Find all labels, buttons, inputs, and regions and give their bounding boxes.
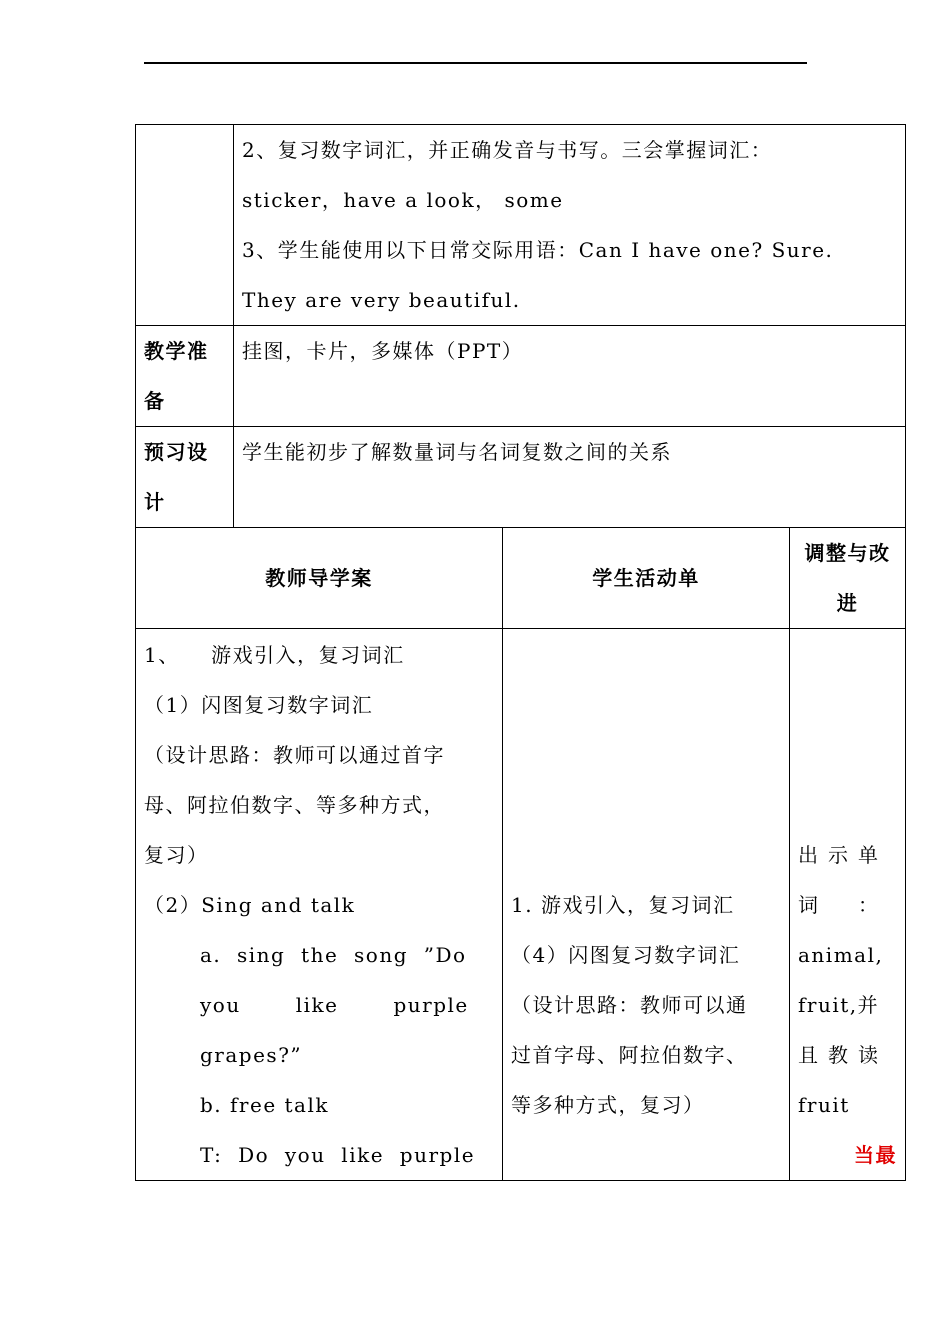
goals-line-1: 2、复习数字词汇，并正确发音与书写。三会掌握词汇： (242, 138, 773, 162)
preview-content: 学生能初步了解数量词与名词复数之间的关系 (234, 427, 906, 528)
teacher-line-9: grapes?” (200, 1043, 303, 1067)
teacher-line-8: you like purple (200, 993, 469, 1017)
prep-label: 教学准备 (136, 326, 234, 427)
student-line-5: 等多种方式，复习） (511, 1093, 705, 1117)
activity-row (136, 629, 906, 1181)
student-header: 学生活动单 (503, 528, 790, 629)
goals-line-3: 3、学生能使用以下日常交际用语：Can I have one? Sure. (242, 238, 834, 262)
header-rule (144, 62, 807, 64)
goals-line-4: They are very beautiful. (242, 288, 521, 312)
adjust-line-7: 当最 (854, 1143, 898, 1167)
prep-row (136, 326, 906, 427)
teacher-line-2: （1）闪图复习数字词汇 (144, 693, 374, 717)
student-line-1: 1. 游戏引入，复习词汇 (511, 893, 735, 917)
student-line-3: （设计思路：教师可以通 (511, 993, 748, 1017)
teacher-line-10: b. free talk (200, 1093, 329, 1117)
student-line-4: 过首字母、阿拉伯数字、 (511, 1043, 748, 1067)
teacher-line-6: （2）Sing and talk (144, 893, 356, 917)
teacher-line-3: （设计思路：教师可以通过首字 (144, 743, 445, 767)
adjust-line-2: 词： (798, 893, 918, 917)
goals-line-2: sticker，have a look， some (242, 188, 564, 212)
preview-label: 预习设计 (136, 427, 234, 528)
teacher-cell (136, 629, 503, 1181)
teacher-line-11: T: Do you like purple (200, 1143, 476, 1167)
prep-content: 挂图，卡片，多媒体（PPT） (234, 326, 906, 427)
adjust-line-1: 出示单 (798, 843, 888, 867)
adjust-line-3: animal, (798, 943, 884, 967)
preview-row (136, 427, 906, 528)
teacher-header: 教师导学案 (136, 528, 503, 629)
goals-row (136, 125, 906, 326)
teacher-line-7: a. sing the song ”Do (200, 943, 467, 967)
goals-content-cell (234, 125, 906, 326)
adjust-line-4: fruit,并 (798, 993, 880, 1017)
teacher-line-4: 母、阿拉伯数字、等多种方式， (144, 793, 445, 817)
teacher-line-1: 1、 游戏引入，复习词汇 (144, 643, 405, 667)
adjust-line-5: 且教读 (798, 1043, 888, 1067)
adjust-line-6: fruit (798, 1093, 850, 1117)
student-line-2: （4）闪图复习数字词汇 (511, 943, 741, 967)
column-header-row (136, 528, 906, 629)
adjust-header: 调整与改进 (790, 528, 906, 629)
student-cell (503, 629, 790, 1181)
lesson-plan-table (135, 124, 918, 1181)
adjust-cell (790, 629, 918, 1181)
goals-label-cell (136, 125, 234, 326)
teacher-line-5: 复习） (144, 843, 209, 867)
